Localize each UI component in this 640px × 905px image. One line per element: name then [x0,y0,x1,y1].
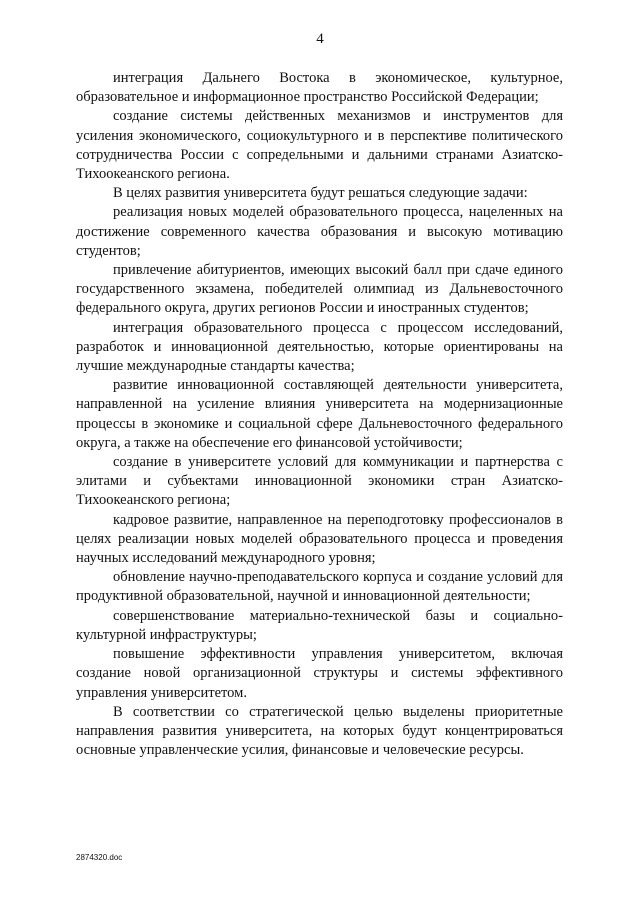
paragraph: кадровое развитие, направленное на переподготовку профессионалов в целях реализации новых моделей образовательного процесса и проведения научных исследований международного уровня; [76,511,563,567]
paragraph: В соответствии со стратегической целью выделены приоритетные направления развития университета, на которых будут концентрироваться основные управленческие усилия, финансовые и человеческие ресурсы. [76,703,563,759]
paragraph: создание системы действенных механизмов и инструментов для усиления экономического, социокультурного и в перспективе политического сотрудничества России с сопредельными и дальними странами Азиатско-Тихоокеанского региона. [76,108,563,183]
page-number: 4 [316,31,324,47]
paragraph: повышение эффективности управления университетом, включая создание новой организационной структуры и системы эффективного управления университетом. [76,646,563,701]
document-body [76,69,563,760]
paragraph: совершенствование материально-технической базы и социально-культурной инфраструктуры; [76,607,563,643]
paragraph: развитие инновационной составляющей деятельности университета, направленной на усиление влияния университета на модернизационные процессы в экономике и социальной сфере Дальневосточного федерального округа, а также на обеспечение его финансовой устойчивости; [76,377,563,451]
paragraph: В целях развития университета будут решаться следующие задачи: [113,185,528,202]
paragraph: реализация новых моделей образовательного процесса, нацеленных на достижение современного качества образования и высокую мотивацию студентов; [76,204,563,259]
paragraph: привлечение абитуриентов, имеющих высокий балл при сдаче единого государственного экзамена, победителей олимпиад из Дальневосточного федерального округа, других регионов России и иностранных студентов; [76,262,563,317]
paragraph: обновление научно-преподавательского корпуса и создание условий для продуктивной образовательной, научной и инновационной деятельности; [76,569,563,605]
paragraph: интеграция Дальнего Востока в экономическое, культурное, образовательное и информационное пространство Российской Федерации; [76,70,563,106]
paragraph: интеграция образовательного процесса с процессом исследований, разработок и инновационной деятельностью, которые ориентированы на лучшие международные стандарты качества; [76,319,563,375]
footer-filename: 2874320.doc [76,853,123,862]
paragraph: создание в университете условий для коммуникации и партнерства с элитами и субъектами инновационной экономики стран Азиатско-Тихоокеанского региона; [76,454,563,509]
